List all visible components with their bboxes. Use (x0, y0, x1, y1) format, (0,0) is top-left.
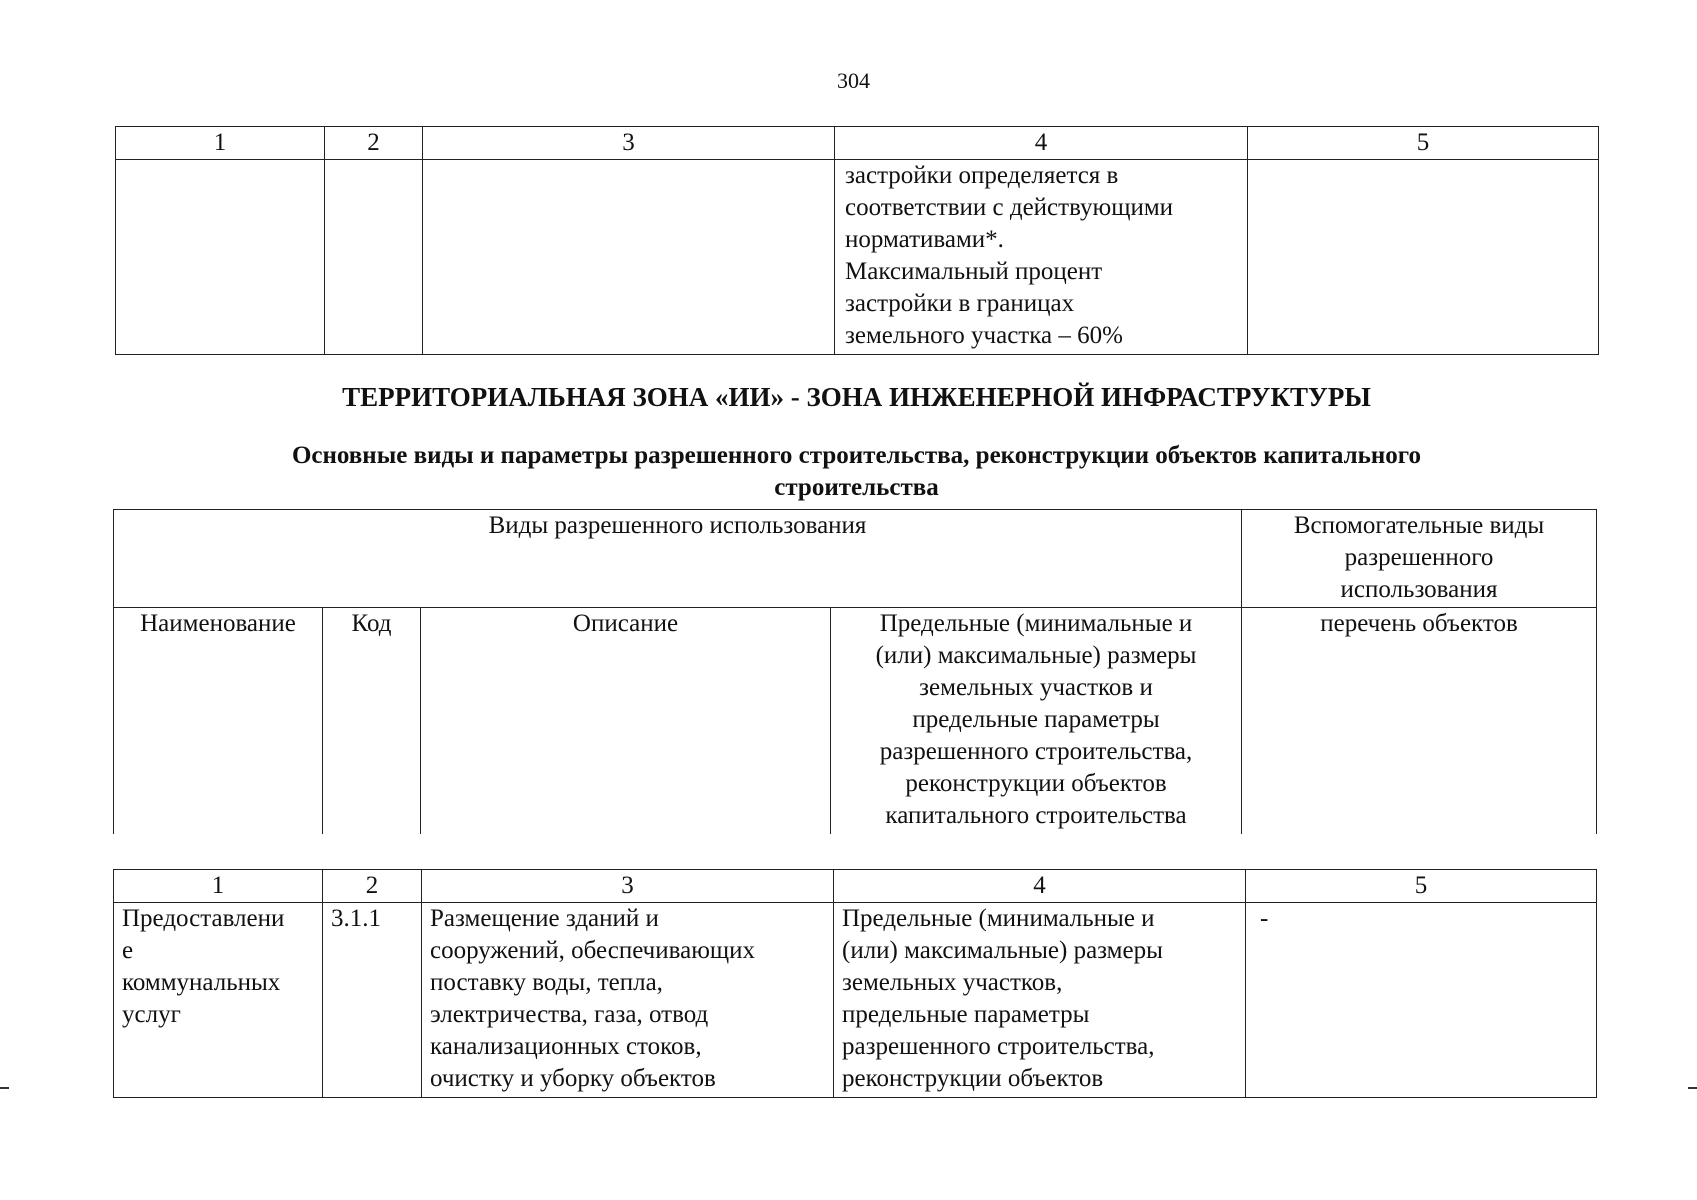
text-line: использования (1340, 576, 1498, 603)
header-group-row (114, 510, 1597, 608)
cell-name (116, 160, 325, 355)
cell-limits (834, 903, 1246, 1098)
column-number: 1 (116, 127, 325, 160)
column-number-row (114, 870, 1597, 903)
text-line: нормативами*. (845, 226, 1004, 253)
header-limits (831, 608, 1242, 834)
text-line: реконструкции объектов (905, 770, 1167, 797)
column-number: 3 (423, 127, 835, 160)
column-number: 1 (114, 870, 323, 903)
cell-objects (1248, 160, 1599, 355)
text-line: услуг (122, 1001, 181, 1028)
column-number: 5 (1248, 127, 1599, 160)
text-line: соответствии с действующими (845, 194, 1174, 221)
text-line: застройки определяется в (845, 162, 1119, 189)
section-title-line: Основные виды и параметры разрешенного строительства, реконструкции объектов капитального (291, 442, 1422, 469)
data-table (113, 869, 1597, 1098)
text-line: е (122, 937, 134, 964)
cell-description (422, 903, 834, 1098)
text-line: Максимальный процент (845, 258, 1103, 285)
cell-name (114, 903, 323, 1098)
table-row (116, 160, 1599, 355)
cell-code: 3.1.1 (323, 903, 422, 1098)
text-line: Предоставлени (122, 905, 285, 932)
text-line: Предельные (минимальные и (842, 905, 1155, 932)
text-line: поставку воды, тепла, (430, 969, 663, 996)
section-title (115, 440, 1598, 504)
column-number: 4 (834, 870, 1246, 903)
table-row (114, 903, 1597, 1098)
header-table (113, 509, 1597, 834)
header-group-aux (1242, 510, 1597, 608)
text-line: коммунальных (122, 969, 281, 996)
text-line: разрешенного строительства, (879, 738, 1193, 765)
column-number: 2 (325, 127, 423, 160)
cell-code (325, 160, 423, 355)
text-line: предельные параметры (912, 706, 1160, 733)
text-line: Размещение зданий и (430, 905, 659, 932)
text-line: разрешенного (1344, 544, 1494, 571)
text-line: реконструкции объектов (842, 1065, 1104, 1092)
continuation-table (115, 126, 1599, 355)
zone-title: ТЕРРИТОРИАЛЬНАЯ ЗОНА «ИИ» - ЗОНА ИНЖЕНЕРНОЙ ИНФРАСТРУКТУРЫ (342, 382, 1371, 412)
text-line: капитального строительства (885, 802, 1187, 829)
text-line: Предельные (минимальные и (879, 610, 1193, 637)
column-number: 5 (1246, 870, 1597, 903)
column-number: 3 (422, 870, 834, 903)
cell-objects: - (1246, 903, 1597, 1098)
section-title-line: строительства (774, 474, 939, 501)
cell-description (423, 160, 835, 355)
text-line: застройки в границах (845, 290, 1075, 317)
column-number-row (116, 127, 1599, 160)
header-code: Код (323, 608, 421, 834)
text-line: Вспомогательные виды (1293, 512, 1545, 539)
text-line: земельных участков, (842, 969, 1063, 996)
text-line: канализационных стоков, (430, 1033, 702, 1060)
page-edge-mark (1688, 1087, 1697, 1089)
text-line: земельного участка – 60% (845, 322, 1123, 349)
header-objects: перечень объектов (1242, 608, 1597, 834)
column-number: 2 (323, 870, 422, 903)
text-line: электричества, газа, отвод (430, 1001, 709, 1028)
text-line: сооружений, обеспечивающих (430, 937, 755, 964)
text-line: очистку и уборку объектов (430, 1065, 716, 1092)
header-group-main: Виды разрешенного использования (114, 510, 1242, 608)
text-line: предельные параметры (842, 1001, 1090, 1028)
text-line: (или) максимальные) размеры (875, 642, 1197, 669)
header-description: Описание (421, 608, 831, 834)
cell-limits (835, 160, 1248, 355)
header-columns-row (114, 608, 1597, 834)
page-number: 304 (837, 68, 870, 93)
text-line: (или) максимальные) размеры (842, 937, 1163, 964)
header-name: Наименование (114, 608, 323, 834)
text-line: разрешенного строительства, (842, 1033, 1155, 1060)
column-number: 4 (835, 127, 1248, 160)
text-line: земельных участков и (919, 674, 1153, 701)
page-edge-mark (0, 1087, 9, 1089)
